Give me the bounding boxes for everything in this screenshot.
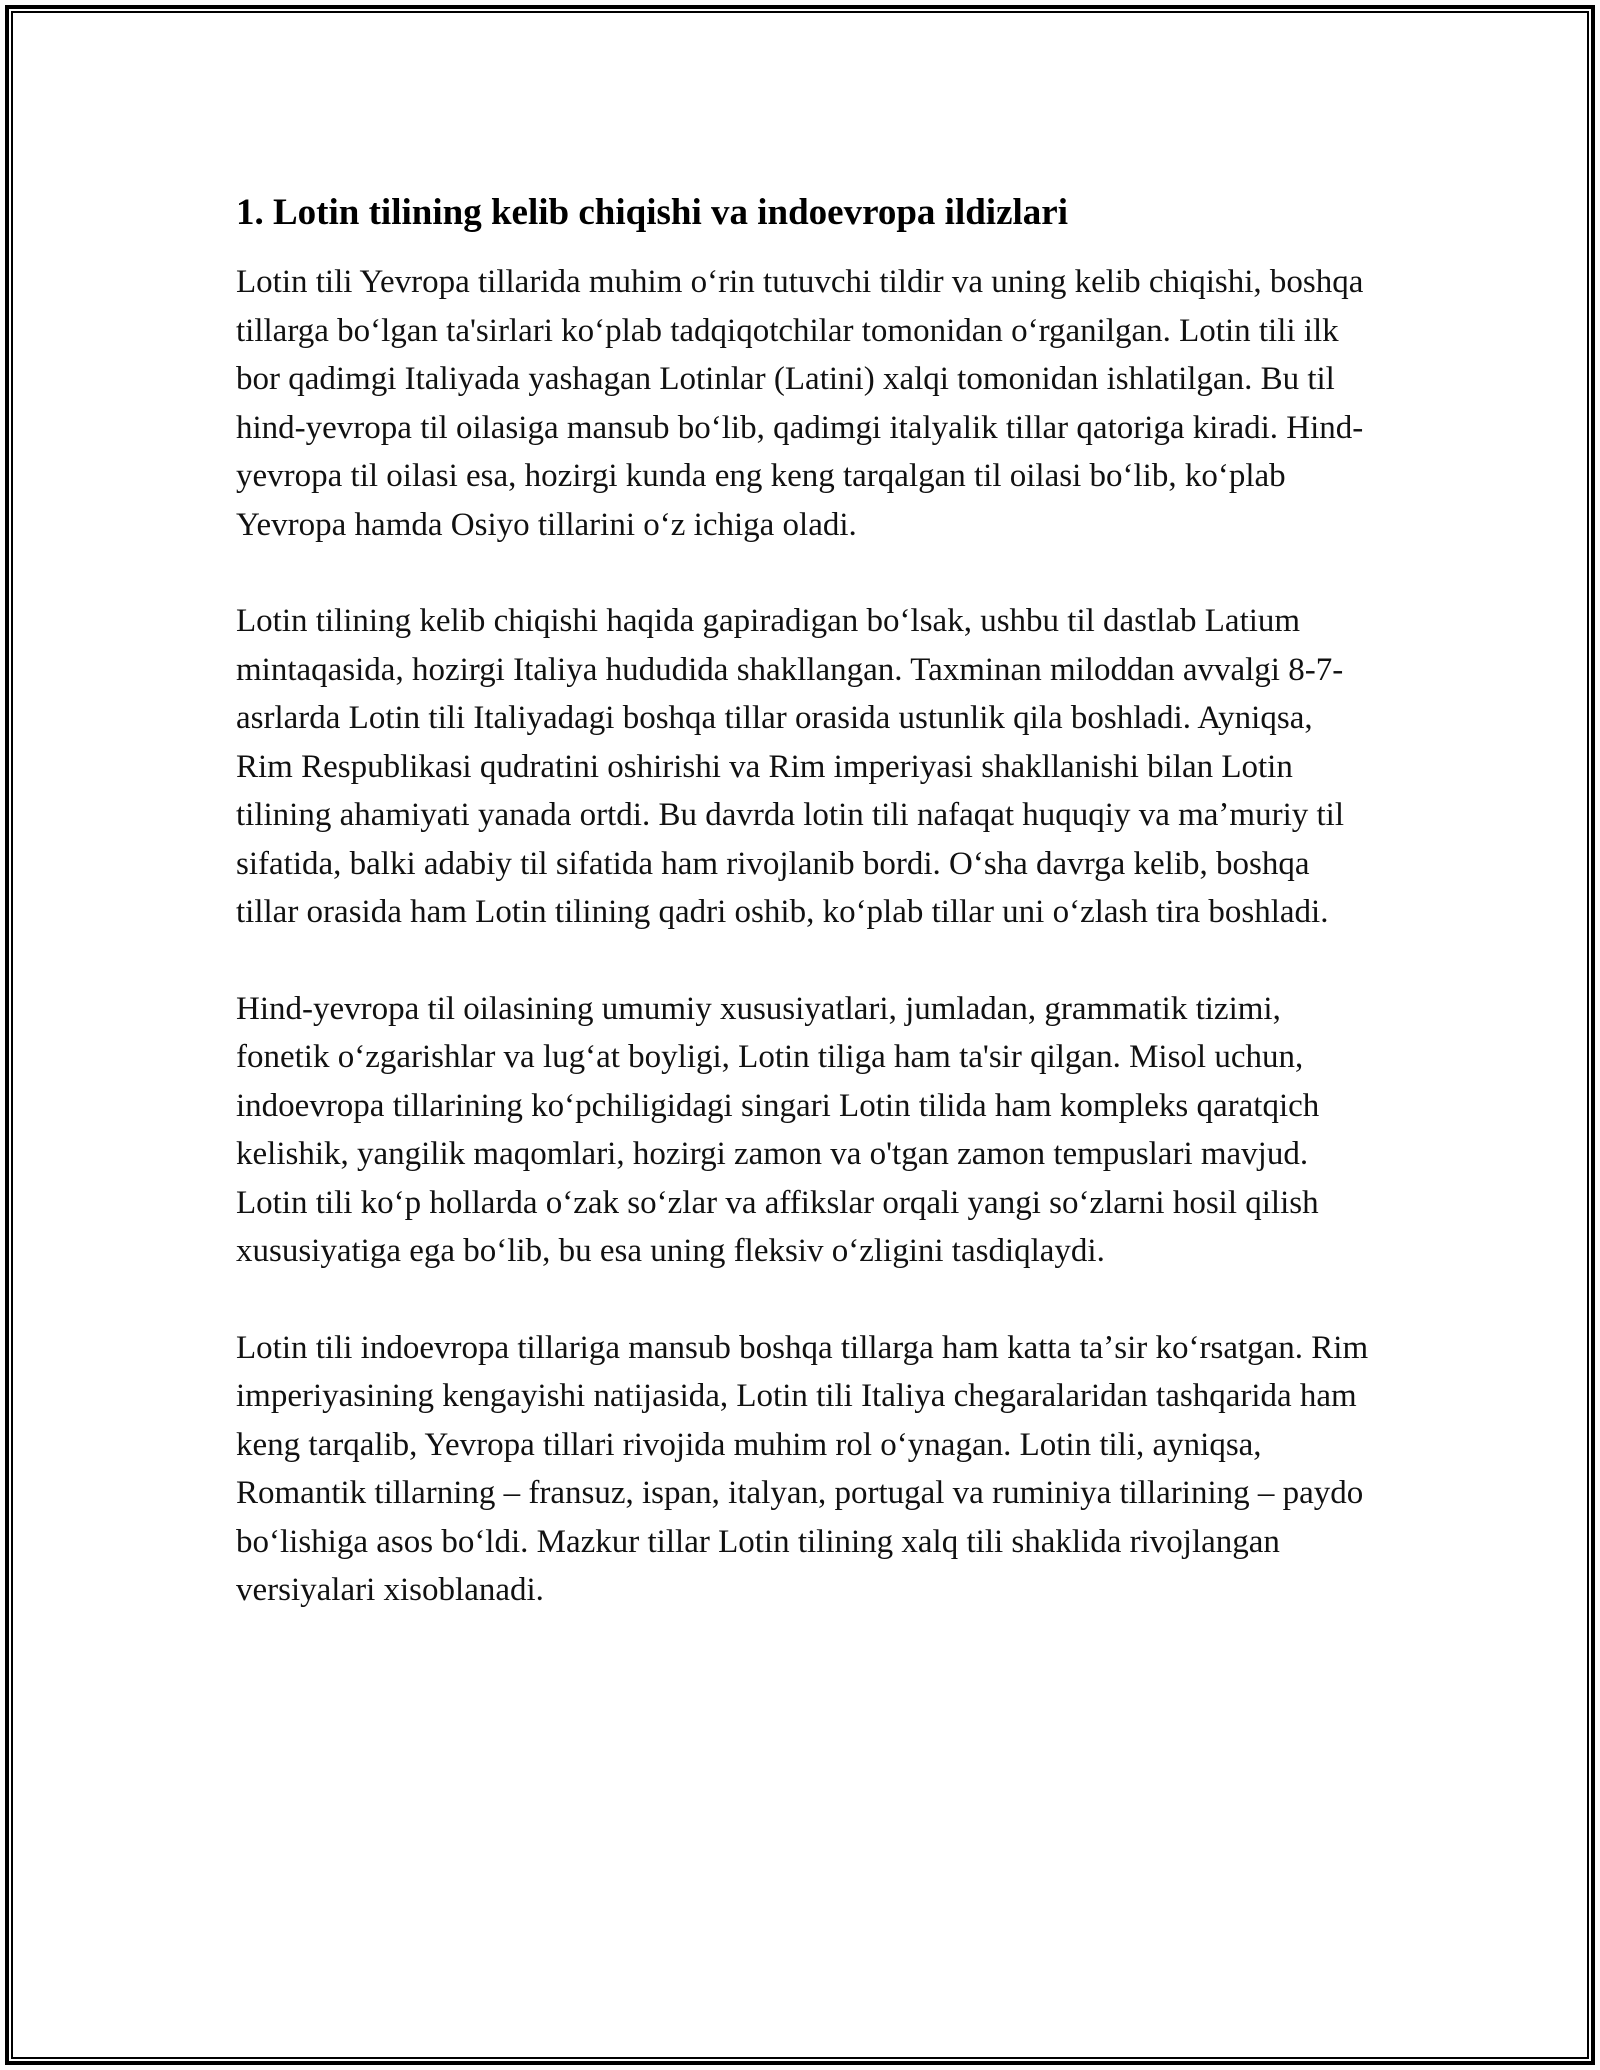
document-page: [236, 188, 1376, 1663]
section-heading: 1. Lotin tilining kelib chiqishi va indoevropa ildizlari: [236, 192, 1068, 233]
paragraph-4: Lotin tili indoevropa tillariga mansub boshqa tillarga ham katta taʼsir koʻrsatgan. Rim imperiyasining kengayishi natijasida, Lotin tili Italiya chegaralaridan tashqarida ham keng tarqalib, Yevropa tillari rivojida muhim rol oʻynagan. Lotin tili, ayniqsa, Romantik tillarning – fransuz, ispan, italyan, portugal va ruminiya tillarining – paydo boʻlishiga asos boʻldi. Mazkur tillar Lotin tilining xalq tili shaklida rivojlangan versiyalari xisoblanadi.: [236, 1329, 1369, 1608]
paragraph-2: Lotin tilining kelib chiqishi haqida gapiradigan boʻlsak, ushbu til dastlab Latium mintaqasida, hozirgi Italiya hududida shakllangan. Taxminan miloddan avvalgi 8-7-asrlarda Lotin tili Italiyadagi boshqa tillar orasida ustunlik qila boshladi. Ayniqsa, Rim Respublikasi qudratini oshirishi va Rim imperiyasi shakllanishi bilan Lotin tilining ahamiyati yanada ortdi. Bu davrda lotin tili nafaqat huquqiy va maʼmuriy til sifatida, balki adabiy til sifatida ham rivojlanib bordi. Oʻsha davrga kelib, boshqa tillar orasida ham Lotin tilining qadri oshib, koʻplab tillar uni oʻzlash tira boshladi.: [236, 603, 1344, 930]
paragraph-1: Lotin tili Yevropa tillarida muhim oʻrin tutuvchi tildir va uning kelib chiqishi, boshqa tillarga boʻlgan ta'sirlari koʻplab tadqiqotchilar tomonidan oʻrganilgan. Lotin tili ilk bor qadimgi Italiyada yashagan Lotinlar (Latini) xalqi tomonidan ishlatilgan. Bu til hind-yevropa til oilasiga mansub boʻlib, qadimgi italyalik tillar qatoriga kiradi. Hind-yevropa til oilasi esa, hozirgi kunda eng keng tarqalgan til oilasi boʻlib, koʻplab Yevropa hamda Osiyo tillarini oʻz ichiga oladi.: [236, 264, 1364, 543]
paragraph-3: Hind-yevropa til oilasining umumiy xususiyatlari, jumladan, grammatik tizimi, fonetik oʻzgarishlar va lugʻat boyligi, Lotin tiliga ham ta'sir qilgan. Misol uchun, indoevropa tillarining koʻpchiligidagi singari Lotin tilida ham kompleks qaratqich kelishik, yangilik maqomlari, hozirgi zamon va o'tgan zamon tempuslari mavjud. Lotin tili koʻp hollarda oʻzak soʻzlar va affikslar orqali yangi soʻzlarni hosil qilish xususiyatiga ega boʻlib, bu esa uning fleksiv oʻzligini tasdiqlaydi.: [236, 990, 1320, 1269]
